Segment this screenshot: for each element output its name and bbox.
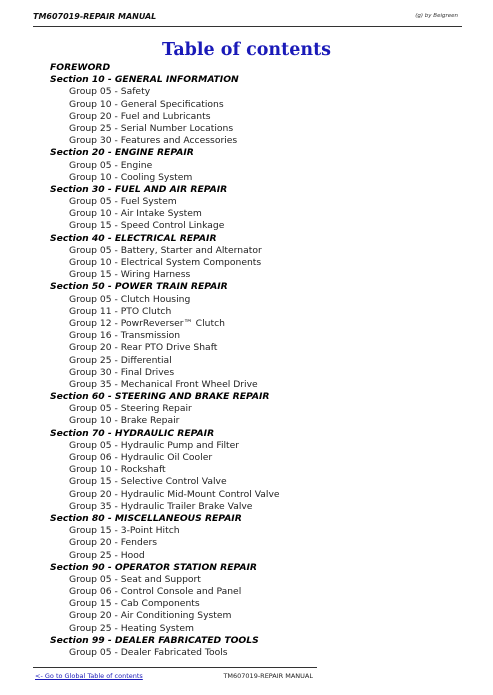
toc-group-link[interactable]: Group 06 - Control Console and Panel: [69, 586, 242, 598]
toc-section-heading[interactable]: Section 99 - DEALER FABRICATED TOOLS: [50, 634, 259, 646]
global-toc-link[interactable]: <- Go to Global Table of contents: [35, 672, 143, 680]
toc-group-link[interactable]: Group 15 - Speed Control Linkage: [69, 220, 225, 232]
toc-group-link[interactable]: Group 20 - Rear PTO Drive Shaft: [69, 342, 218, 354]
toc-group-link[interactable]: Group 20 - Fenders: [69, 537, 158, 549]
toc-group-link[interactable]: Group 11 - PTO Clutch: [69, 305, 172, 317]
footer-manual-label: TM607019-REPAIR MANUAL: [223, 672, 313, 680]
page-footer: [33, 667, 317, 684]
toc-group-link[interactable]: Group 12 - PowrReverser™ Clutch: [69, 317, 225, 329]
toc-group-link[interactable]: Group 15 - 3-Point Hitch: [69, 525, 180, 537]
toc-group-link[interactable]: Group 05 - Hydraulic Pump and Filter: [69, 439, 240, 451]
toc-section-heading[interactable]: Section 80 - MISCELLANEOUS REPAIR: [50, 512, 242, 524]
toc-group-link[interactable]: Group 15 - Cab Components: [69, 598, 200, 610]
toc-group-link[interactable]: Group 25 - Serial Number Locations: [69, 122, 234, 134]
toc-section-heading[interactable]: Section 50 - POWER TRAIN REPAIR: [50, 281, 228, 293]
toc-group-link[interactable]: Group 35 - Mechanical Front Wheel Drive: [69, 378, 258, 390]
toc-group-link[interactable]: Group 16 - Transmission: [69, 330, 181, 342]
header-credit: (g) by Beigreen: [415, 13, 458, 19]
toc-group-link[interactable]: Group 30 - Final Drives: [69, 366, 175, 378]
toc-group-link[interactable]: Group 10 - Cooling System: [69, 171, 193, 183]
toc-group-link[interactable]: Group 06 - Hydraulic Oil Cooler: [69, 452, 213, 463]
toc-section-heading[interactable]: Section 60 - STEERING AND BRAKE REPAIR: [50, 391, 270, 403]
toc-group-link[interactable]: Group 15 - Selective Control Valve: [69, 476, 227, 488]
toc-group-link[interactable]: Group 20 - Hydraulic Mid-Mount Control Valve: [69, 488, 280, 500]
toc-group-link[interactable]: Group 05 - Safety: [69, 86, 151, 98]
toc-group-link[interactable]: Group 05 - Seat and Support: [69, 573, 201, 585]
toc-section-heading[interactable]: Section 70 - HYDRAULIC REPAIR: [50, 427, 215, 439]
toc-section-heading[interactable]: FOREWORD: [50, 62, 111, 73]
toc-group-link[interactable]: Group 25 - Hood: [69, 549, 145, 561]
toc-group-link[interactable]: Group 05 - Steering Repair: [69, 403, 192, 415]
toc-title: Table of contents: [161, 40, 332, 60]
toc-group-link[interactable]: Group 20 - Air Conditioning System: [69, 610, 232, 622]
toc-group-link[interactable]: Group 25 - Heating System: [69, 622, 194, 634]
toc-group-link[interactable]: Group 10 - General Specifications: [69, 98, 224, 110]
toc-group-link[interactable]: Group 30 - Features and Accessories: [69, 135, 238, 147]
toc-section-heading[interactable]: Section 40 - ELECTRICAL REPAIR: [50, 232, 217, 244]
toc-group-link[interactable]: Group 10 - Electrical System Components: [69, 257, 262, 268]
toc-section-heading[interactable]: Section 90 - OPERATOR STATION REPAIR: [50, 561, 257, 573]
toc-section-heading[interactable]: Section 30 - FUEL AND AIR REPAIR: [50, 183, 228, 195]
manual-title: TM607019-REPAIR MANUAL: [33, 12, 157, 21]
toc-group-link[interactable]: Group 05 - Dealer Fabricated Tools: [69, 647, 228, 658]
page-header: [33, 12, 462, 27]
toc-group-link[interactable]: Group 15 - Wiring Harness: [69, 269, 191, 281]
toc-group-link[interactable]: Group 10 - Air Intake System: [69, 208, 202, 220]
toc-group-link[interactable]: Group 35 - Hydraulic Trailer Brake Valve: [69, 500, 253, 512]
toc-list: [50, 62, 470, 659]
toc-group-link[interactable]: Group 25 - Differential: [69, 354, 172, 366]
toc-group-link[interactable]: Group 10 - Rockshaft: [69, 464, 166, 476]
toc-section-heading[interactable]: Section 10 - GENERAL INFORMATION: [50, 74, 239, 86]
toc-group-link[interactable]: Group 10 - Brake Repair: [69, 415, 180, 427]
toc-group-link[interactable]: Group 05 - Engine: [69, 159, 153, 171]
toc-group-link[interactable]: Group 20 - Fuel and Lubricants: [69, 110, 211, 122]
toc-group-link[interactable]: Group 05 - Clutch Housing: [69, 293, 191, 305]
toc-group-link[interactable]: Group 05 - Battery, Starter and Alternator: [69, 244, 262, 256]
toc-group-link[interactable]: Group 05 - Fuel System: [69, 196, 177, 208]
toc-section-heading[interactable]: Section 20 - ENGINE REPAIR: [50, 147, 194, 159]
